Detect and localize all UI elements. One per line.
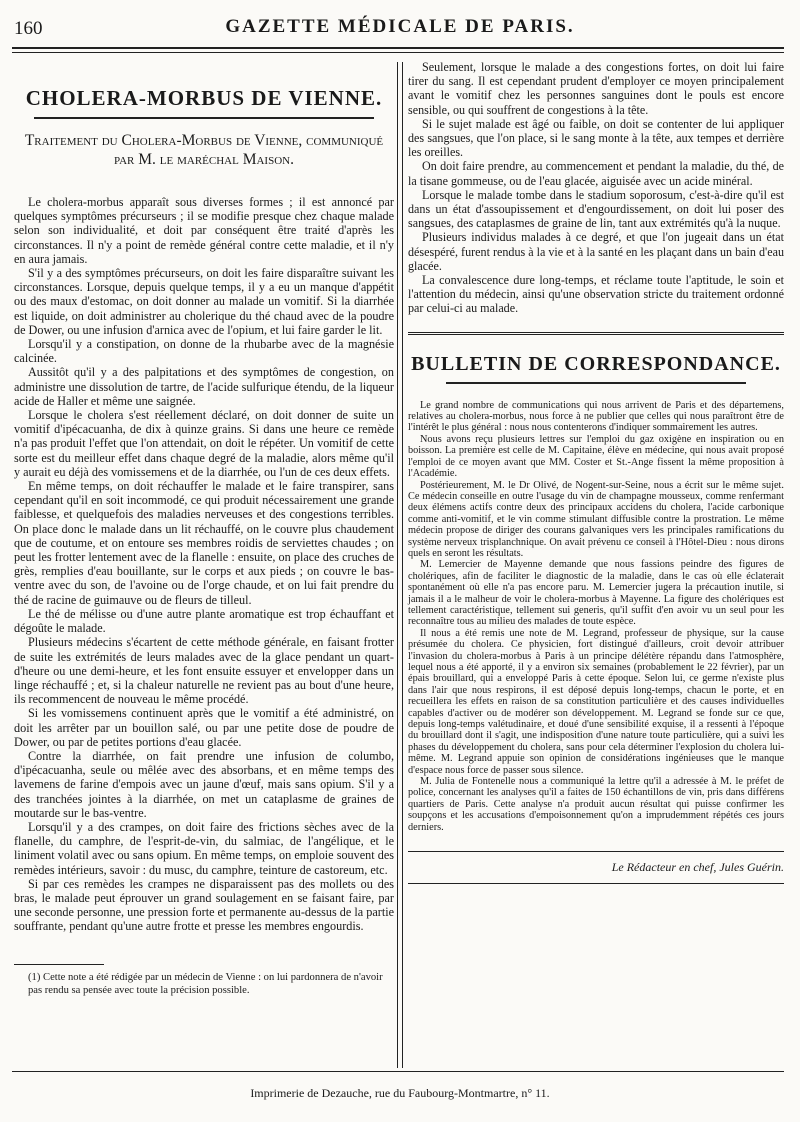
article-paragraph: En même temps, on doit réchauffer le malade et le faire transpirer, sans cependant qu'il en soit incommodé, ce qui produit nécessairement une grande faiblesse, et quelquefois des maladies nerveuses et des congestions terribles. On place donc le malade dans un lit réchauffé, on le couvre plus chaudement que de coutume, et on entoure ses membres roidis de serviettes chaudes ; on peut les frotter lentement avec de la flanelle : ensuite, on place des cruches de grès, remplies d'eau bouillante, sur le corps et aux pieds ; on couvre le bas-ventre avec du son, de l'avoine ou de l'orge chaude, et on lui fait prendre du thé de racine de guimauve ou de fleurs de tilleul. xyxy=(14,479,394,607)
bulletin-paragraph: Le grand nombre de communications qui nous arrivent de Paris et des départemens, relatives au cholera-morbus, nous force à ne publier que celles qui nous paraîtront être de l'intérêt le plus général : nous nous contenterons d'indiquer sommairement les autres. xyxy=(408,399,784,434)
bulletin-title: BULLETIN DE CORRESPONDANCE. xyxy=(411,352,781,375)
article-paragraph: Lorsque le cholera s'est réellement déclaré, on doit donner de suite un vomitif d'ipécacuanha, de dix à quinze grains. Si dans une heure ce remède n'a pas produit l'effet que l'on attendait, on doit le répéter. Un vomitif de cette sorte est du meilleur effet dans chaque degré de la maladie, alors même qu'il y aurait eu déjà des vomissemens et de la diarrhée, ou l'un de ces deux effets. xyxy=(14,408,394,479)
footnote: (1) Cette note a été rédigée par un médecin de Vienne : on lui pardonnera de n'avoir pas rendu sa pensée avec toute la précision possible. xyxy=(28,971,383,996)
editor-signature: Le Rédacteur en chef, Jules Guérin. xyxy=(611,860,784,875)
article-paragraph: Plusieurs médecins s'écartent de cette méthode générale, en faisant frotter de suite les extrémités de leurs malades avec de la glace pendant un quart-d'heure ou une demi-heure, et les font ensuite essuyer et envelopper dans un linge réchauffé ; et, si la chaleur naturelle ne revient pas au bout d'une heure, ils recommencent de nouveau le même procédé. xyxy=(14,635,394,707)
article-paragraph: Si les vomissemens continuent après que le vomitif a été administré, on doit les arrêter par un bouillon salé, ou par une petite dose de poudre de Dower, ou par de petites portions d'eau glacée. xyxy=(14,706,394,749)
bulletin-title-rule xyxy=(446,382,746,384)
section-separator xyxy=(408,332,784,335)
left-column xyxy=(14,60,394,997)
signature-rule-bottom xyxy=(408,883,784,884)
article-paragraph: Lorsqu'il y a des crampes, on doit faire des frictions sèches avec de la flanelle, du camphre, de l'esprit-de-vin, du salmiac, de l'angélique, et le liniment volatil avec ou sans opium. En même temps, on emploie souvent des remèdes intérieurs, savoir : du musc, du camphre, teinture de castoreum, etc. xyxy=(14,819,394,877)
article-paragraph: Lorsqu'il y a constipation, on donne de la rhubarbe avec de la magnésie calcinée. xyxy=(14,337,394,366)
bulletin-paragraph: M. Julia de Fontenelle nous a communiqué la lettre qu'il a adressée à M. le préfet de police, concernant les analyses qu'il a faites de 150 échantillons de vin, pris dans différens quartiers de Paris. Cette analyse n'a produit aucun résultat qui puisse confirmer les soupçons et les accusations d'empoisonnement qu'on a imprudemment répétés ces jours derniers. xyxy=(408,776,784,833)
header-rule xyxy=(12,47,784,53)
article-paragraph: S'il y a des symptômes précurseurs, on doit les faire disparaître suivant les circonstances. Lorsque, depuis quelque temps, il y a eu un manque d'appétit ou des maux d'estomac, on doit donner au malade un vomitif. Si la diarrhée est liquide, on doit administrer au cholerique du thé chaud avec de la poudre de Dower, ou une infusion d'arnica avec de l'opium, et lui faire garder le lit. xyxy=(14,266,394,337)
article-title: CHOLERA-MORBUS DE VIENNE. xyxy=(25,86,383,110)
printer-imprint: Imprimerie de Dezauche, rue du Faubourg-Montmartre, n° 11. xyxy=(250,1086,550,1100)
signature-rule xyxy=(408,851,784,852)
footer-rule xyxy=(12,1071,784,1072)
article-subtitle: Traitement du Cholera-Morbus de Vienne, communiqué par M. le maréchal Maison. xyxy=(24,132,384,168)
article-paragraph: Lorsque le malade tombe dans le stadium soporosum, c'est-à-dire qu'il est dans un état d'assoupissement et d'engourdissement, on doit lui poser des sangsues, des cataplasmes de graine de lin, tant aux extrémités qu'à la nuque. xyxy=(408,187,784,231)
article-paragraph: On doit faire prendre, au commencement et pendant la maladie, du thé, de la tisane gommeuse, ou de l'eau glacée, aiguisée avec un acide minéral. xyxy=(408,159,784,188)
article-paragraph: Aussitôt qu'il y a des palpitations et des symptômes de congestion, on administre une dissolution de tartre, de l'acide sulfurique étendu, de la liqueur acide de Haller et même une saignée. xyxy=(14,365,394,408)
article-paragraph: Si le sujet malade est âgé ou faible, on doit se contenter de lui appliquer des sangsues, que l'on place, si le sang monte à la tête, aux tempes et derrière les oreilles. xyxy=(408,116,784,160)
article-body-left xyxy=(14,195,394,934)
journal-title: GAZETTE MÉDICALE DE PARIS. xyxy=(225,16,575,37)
bulletin-paragraph: Il nous a été remis une note de M. Legrand, professeur de physique, sur la cause présumée du cholera. Ce physicien, fort distingué d'ailleurs, croit devoir attribuer l'invasion du cholera-morbus à Paris à un principe délétère répandu dans l'atmosphère, lequel nous a été apporté, il y a environ six semaines (probablement le 22 février), par un épais brouillard, qui a enveloppé Paris à cette époque. Selon lui, ce germe n'existe plus dans l'air que nous respirons, il est déposé depuis long-temps, chacun le porte, et en recueillera les effets en raison de sa constitution particulière et des causes individuelles capables d'activer ou de modérer son développement. M. Legrand se fonde sur ce que, depuis long-temps valétudinaire, et doué d'une sensibilité exquise, il a ressenti à l'époque du brouillard dont il s'agit, une indisposition d'une nature toute particulière, qui a suivi les phases du développement du cholera, sans pour cela déterminer l'explosion du cholera lui-même. M. Legrand appuie son opinion de considérations ingénieuses que le manque d'espace nous force de passer sous silence. xyxy=(408,627,784,776)
bulletin-body xyxy=(408,400,784,833)
page-number: 160 xyxy=(14,18,43,39)
article-paragraph: Plusieurs individus malades à ce degré, et que l'on jugeait dans un état désespéré, furent rendus à la vie et à la santé en les plaçant dans un bain d'eau glacée. xyxy=(408,230,784,273)
article-paragraph: Le cholera-morbus apparaît sous diverses formes ; il est annoncé par quelques symptômes précurseurs ; il se modifie presque chez chaque malade selon son individualité, et doit par conséquent être traité d'après les circonstances. Il n'y a point de remède général contre cette maladie, et il n'y en aura jamais. xyxy=(14,195,394,266)
running-header xyxy=(14,14,786,44)
article-paragraph: La convalescence dure long-temps, et réclame toute l'aptitude, le soin et l'attention du médecin, ainsi qu'une observation stricte du traitement ordonné par celui-ci au malade. xyxy=(408,273,784,316)
bulletin-paragraph: Nous avons reçu plusieurs lettres sur l'emploi du gaz oxigène en inspiration ou en boisson. La première est celle de M. Capitaine, élève en médecine, qui nous avait proposé l'emploi de ce moyen avant que MM. Coster et St.-Ange fissent la même proposition à l'Académie. xyxy=(408,433,784,480)
right-column xyxy=(408,60,784,884)
article-paragraph: Si par ces remèdes les crampes ne disparaissent pas des mollets ou des bras, le malade peut éprouver un grand soulagement en se faisant faire, par une seconde personne, une pression forte et permanente au-dessus de la partie souffrante, pendant qu'une autre frotte et presse les membres engourdis. xyxy=(14,876,394,934)
article-paragraph: Le thé de mélisse ou d'une autre plante aromatique est trop échauffant et dégoûte le malade. xyxy=(14,606,394,636)
article-body-right xyxy=(408,60,784,316)
bulletin-paragraph: M. Lemercier de Mayenne demande que nous fassions peindre des figures de cholériques, afin de faciliter le diagnostic de la maladie, dans le cas où elle éclaterait spontanément où elle n'a pas encore paru. M. Lemercier jugera la précaution inutile, si jamais il a le malheur de voir le cholera-morbus à Mayenne. La figure des cholériques est tellement caractéristique, tellement sui generis, qu'il suffit d'en avoir vu un seul pour les reconnaître tous au milieu des malades de toute espèce. xyxy=(408,559,784,628)
column-divider xyxy=(397,62,403,1068)
footnote-rule xyxy=(14,964,104,965)
bulletin-paragraph: Postérieurement, M. le Dr Olivé, de Nogent-sur-Seine, nous a écrit sur le même sujet. Ce médecin conseille en outre l'usage du vin de champagne mousseux, comme renfermant deux élémens actifs contre deux des principaux accidens du cholera, l'acide carbonique comme anti-vomitif, et le vin comme stimulant diffusible contre la prostration. Le même médecin propose de diriger des courans galvaniques vers les principales ramifications du système nerveux trisplanchnique. On avait prévenu ce conseil à l'Hôtel-Dieu : nous dirons quels en seront les résultats. xyxy=(408,479,784,559)
article-paragraph: Seulement, lorsque le malade a des congestions fortes, on doit lui faire tirer du sang. Il est cependant prudent d'employer ce moyen principalement avant le vomitif chez les personnes sanguines dont le pouls est encore sensible, ou qui souffrent de congestions à la tête. xyxy=(408,60,784,117)
title-rule xyxy=(34,117,374,119)
article-paragraph: Contre la diarrhée, on fait prendre une infusion de columbo, d'ipécacuanha, seule ou mêlée avec des absorbans, et en même temps des lavemens de farine d'empois avec un jaune d'œuf, mais sans opium. S'il y a des tranchées jointes à la diarrhée, on met un cataplasme de graines de moutarde sur le bas-ventre. xyxy=(14,748,394,820)
